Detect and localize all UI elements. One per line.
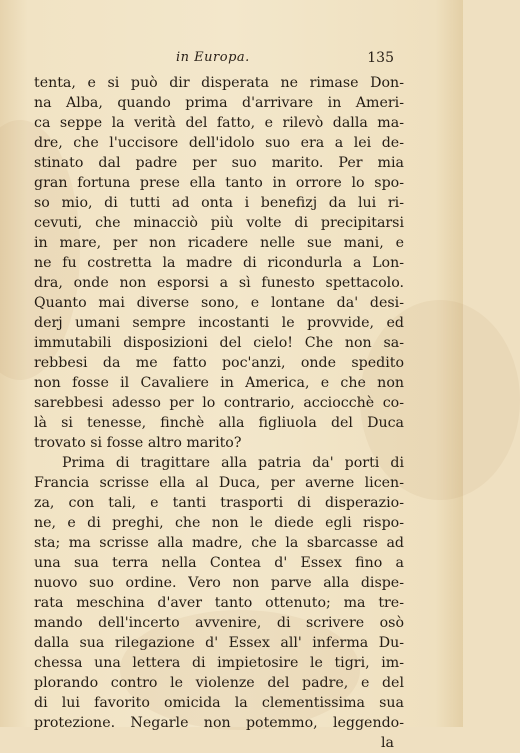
- text-line: una sua terra nella Contea d' Essex fino a: [34, 555, 404, 571]
- text-line: là si tenesse, finchè alla figliuola del Duca: [34, 415, 404, 431]
- page-header: [34, 50, 404, 72]
- text-line: sarebbesi adesso per lo contrario, acciocchè co-: [34, 395, 404, 411]
- text-line: non fosse il Cavaliere in America, e che non: [34, 375, 404, 391]
- text-line: di lui favorito omicida la clementissima sua: [34, 695, 404, 711]
- page-number: 135: [367, 50, 394, 66]
- text-line: nuovo suo ordine. Vero non parve alla dispe-: [34, 575, 404, 591]
- text-line: immutabili disposizioni del cielo! Che non sa-: [34, 335, 404, 351]
- text-line: in mare, per non ricadere nelle sue mani, e: [34, 235, 404, 251]
- text-line: tenta, e si può dir disperata ne rimase Don-: [34, 75, 404, 91]
- text-line: za, con tali, e tanti trasporti di disperazio-: [34, 495, 404, 511]
- text-line: dre, che l'uccisore dell'idolo suo era a lei de-: [34, 135, 404, 151]
- text-line: ca seppe la verità del fatto, e rilevò dalla ma-: [34, 115, 404, 131]
- running-title: in Europa.: [176, 50, 250, 65]
- text-line: dalla sua rilegazione d' Essex all' inferma Du-: [34, 635, 404, 651]
- text-line: Francia scrisse ella al Duca, per averne licen-: [34, 475, 404, 491]
- text-line: cevuti, che minacciò più volte di precipitarsi: [34, 215, 404, 231]
- text-line: rata meschina d'aver tanto ottenuto; ma tre-: [34, 595, 404, 611]
- body-text: [34, 73, 404, 753]
- text-line: dra, onde non esporsi a sì funesto spettacolo.: [34, 275, 404, 291]
- text-line: gran fortuna prese ella tanto in orrore lo spo-: [34, 175, 404, 191]
- text-line: sta; ma scrisse alla madre, che la sbarcasse ad: [34, 535, 404, 551]
- catchword: la: [381, 735, 394, 751]
- text-line: Quanto mai diverse sono, e lontane da' desi-: [34, 295, 404, 311]
- text-line: plorando contro le violenze del padre, e del: [34, 675, 404, 691]
- text-line: stinato dal padre per suo marito. Per mia: [34, 155, 404, 171]
- text-line: mando dell'incerto avvenire, di scrivere osò: [34, 615, 404, 631]
- text-line: ne fu costretta la madre di ricondurla a Lon-: [34, 255, 404, 271]
- text-line: na Alba, quando prima d'arrivare in Ameri-: [34, 95, 404, 111]
- text-line: rebbesi da me fatto poc'anzi, onde spedito: [34, 355, 404, 371]
- text-line: so mio, di tutti ad onta i benefizj da lui ri-: [34, 195, 404, 211]
- text-line: chessa una lettera di impietosire le tigri, im-: [34, 655, 404, 671]
- text-line: derj umani sempre incostanti le provvide, ed: [34, 315, 404, 331]
- text-line: trovato si fosse altro marito?: [34, 435, 242, 451]
- text-line: ne, e di preghi, che non le diede egli rispo-: [34, 515, 404, 531]
- text-line: Prima di tragittare alla patria da' porti di: [62, 455, 404, 471]
- text-line: protezione. Negarle non potemmo, leggendo-: [34, 715, 404, 731]
